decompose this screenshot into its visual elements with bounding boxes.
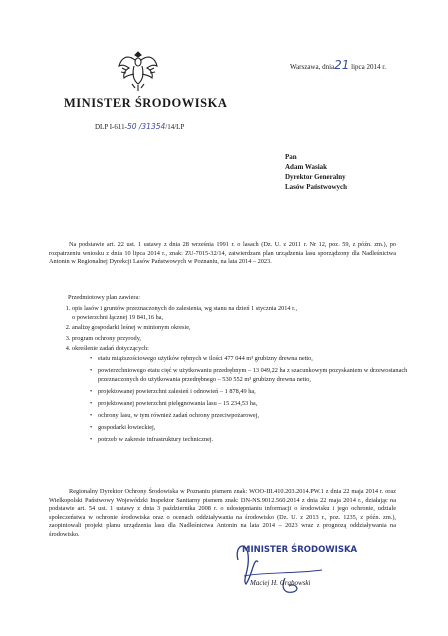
recipient-salutation: Pan xyxy=(285,153,297,161)
reference-suffix: /14/LP xyxy=(165,123,185,131)
list-item-text: o powierzchni łącznej 19 841,16 ha, xyxy=(72,313,164,321)
list-item-text: 1. opis lasów i gruntów przeznaczonych do zalesienia, wg stanu na dzień 1 stycznia 2014 r., xyxy=(72,305,298,312)
eagle-emblem-icon xyxy=(117,48,159,94)
sublist-item: • potrzeb w zakresie infrastruktury technicznej. xyxy=(90,436,412,445)
reference-number xyxy=(95,122,184,131)
date-day-handwritten: 21 xyxy=(334,58,350,72)
list-item-text: określenie zadań dotyczących: xyxy=(72,345,149,353)
signatory-name: Maciej H. Grabowski xyxy=(250,579,311,587)
recipient-name: Adam Wasiak xyxy=(285,163,328,171)
reference-handwritten: 50 /31354 xyxy=(126,122,166,131)
signature-stamp-title: MINISTER ŚRODOWISKA xyxy=(242,545,358,555)
sublist-item: • ochrony lasu, w tym również zadań ochrony przeciwpożarowej, xyxy=(90,412,412,421)
paragraph-opinions: Regionalny Dyrektor Ochrony Środowiska w Poznaniu pismem znak: WOO-III.410.203.2014.PW.1 z dnia 22 maja 2014 r. oraz Wielkopolski Państwowy Wojewódzki Inspektor Sanitarny pismem znak: DN-NS.9012.560.2014 z dnia 22 maja 2014 r., działając na podstawie art. 54 ust. 1 ustawy z dnia 3 października 2008 r. o udostępnianiu informacji o środowisku i jego ochronie, udziale społeczeństwa w ochronie środowiska oraz o ocenach oddziaływania na środowisko (Dz. U. z 2013 r., poz. 1235, z późn. zm.), zaopiniowali projekt planu urządzenia lasu dla Nadleśnictwa Antonin na lata 2014 – 2023 wraz z prognozą oddziaływania na środowisko. xyxy=(49,488,396,538)
minister-title: MINISTER ŚRODOWISKA xyxy=(64,96,228,110)
plan-contents-list xyxy=(60,305,412,448)
sublist-item: • projektowanej powierzchni zalesień i odnowień – 1 878,49 ha, xyxy=(90,388,412,397)
sublist-item: • gospodarki łowieckiej, xyxy=(90,424,412,433)
task-sublist xyxy=(72,355,412,445)
sublist-item: • powierzchniowego etatu cięć w użytkowaniu przedrębnym – 13 049,22 ha z szacunkowym pozyskaniem w drzewostanach przeznaczonych do użytkowania przedrębnego – 530 552 m³ grubizny drewna netto, xyxy=(90,367,412,384)
date-suffix: lipca 2014 r. xyxy=(351,63,386,71)
list-item xyxy=(72,345,412,444)
recipient-role-1: Dyrektor Generalny xyxy=(285,173,346,181)
plan-contents-intro: Przedmiotowy plan zawiera: xyxy=(68,294,141,301)
paragraph-approval: Na podstawie art. 22 ust. 1 ustawy z dnia 28 września 1991 r. o lasach (Dz. U. z 2011 r. Nr 12, poz. 59, z późn. zm.), po rozpatrzeniu wniosku z dnia 10 lipca 2014 r., znak: ZU-7015-32/14, zatwierdzam plan urządzenia lasu sporządzony dla Nadleśnictwa Antonin w Regionalnej Dyrekcji Lasów Państwowych w Poznaniu, na lata 2014 – 2023. xyxy=(49,241,396,266)
place-date xyxy=(290,58,386,72)
recipient-role-2: Lasów Państwowych xyxy=(285,183,348,191)
list-item: 2. analizę gospodarki leśnej w minionym okresie, xyxy=(72,324,412,333)
sublist-item: • projektowanej powierzchni pielęgnowania lasu – 15 234,53 ha, xyxy=(90,400,412,409)
recipient-block xyxy=(285,152,347,192)
place-prefix: Warszawa, dnia xyxy=(290,63,335,71)
sublist-item: • etatu miąższościowego użytków rębnych w ilości 477 044 m³ grubizny drewna netto, xyxy=(90,355,412,364)
list-item: 3. program ochrony przyrody, xyxy=(72,335,412,344)
list-item xyxy=(72,305,412,322)
reference-prefix: DLP I-611- xyxy=(95,123,127,131)
